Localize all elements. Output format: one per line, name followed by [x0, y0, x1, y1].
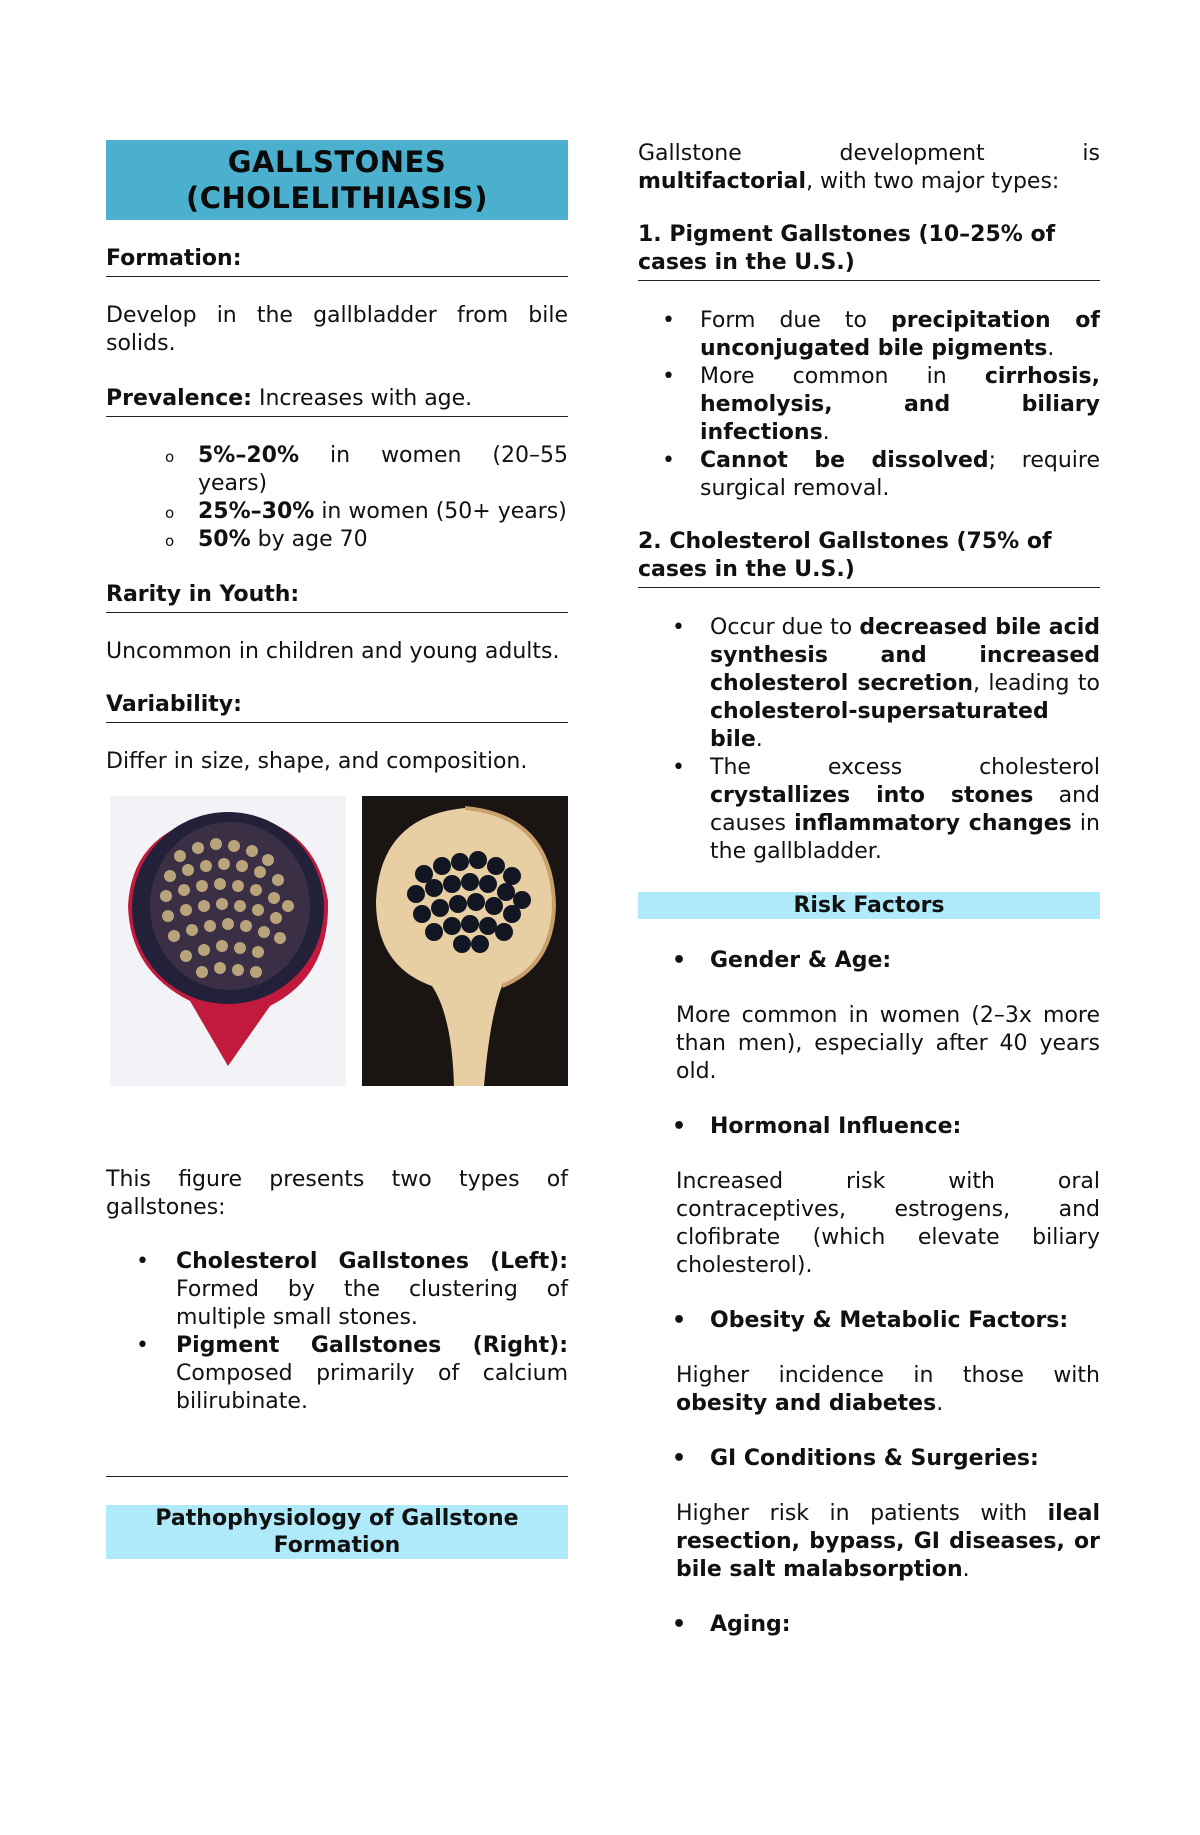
- text: ; require surgical removal.: [700, 448, 1100, 501]
- text: and causes: [710, 783, 1101, 836]
- list-item-text: in women (50+ years): [314, 499, 567, 524]
- bold-text: inflammatory changes: [794, 811, 1072, 836]
- variability-text: Differ in size, shape, and composition.: [106, 749, 528, 774]
- list-item-text: Composed primarily of calcium bilirubinate.: [176, 1361, 568, 1414]
- list-item-bold: Cholesterol Gallstones (Left):: [176, 1249, 568, 1274]
- figure-list: [106, 1248, 568, 1416]
- list-item: [638, 307, 1100, 363]
- obesity-heading: • Obesity & Metabolic Factors:: [638, 1307, 1100, 1335]
- bold-text: decreased bile acid synthesis and increased cholesterol secretion: [710, 615, 1100, 696]
- left-column: [106, 140, 568, 1559]
- formation-text: Develop in the gallbladder from bile solids.: [106, 303, 568, 356]
- risk-factors-band: Risk Factors: [638, 892, 1100, 919]
- text: .: [755, 727, 763, 752]
- list-item-text: by age 70: [250, 527, 368, 552]
- page-title: GALLSTONES (CHOLELITHIASIS): [106, 140, 568, 220]
- prevalence-heading: [106, 385, 568, 417]
- text: Higher incidence in those with: [676, 1363, 1100, 1388]
- bold-text: ileal resection, bypass, GI diseases, or bile salt malabsorption: [676, 1501, 1100, 1582]
- text: .: [1047, 336, 1055, 361]
- list-item-bold: 50%: [198, 527, 251, 552]
- list-item: [106, 442, 568, 498]
- pigment-gallstone-image: [362, 796, 568, 1086]
- gi-heading: • GI Conditions & Surgeries:: [638, 1445, 1100, 1473]
- prevalence-label: Prevalence:: [106, 386, 252, 411]
- text: The excess cholesterol: [710, 755, 1100, 780]
- text: Higher risk in patients with: [676, 1501, 1048, 1526]
- gi-text: [638, 1500, 1100, 1584]
- hormonal-heading: • Hormonal Influence:: [638, 1113, 1100, 1141]
- list-item-bold: 25%–30%: [198, 499, 315, 524]
- list-item: [638, 754, 1100, 866]
- list-item: [638, 614, 1100, 754]
- list-item-bold: 5%–20%: [198, 443, 300, 468]
- bold-text: Cannot be dissolved: [700, 448, 989, 473]
- text: .: [822, 420, 830, 445]
- variability-heading: Variability:: [106, 691, 568, 723]
- prevalence-list: [106, 442, 568, 554]
- list-item-text: in women (20–55 years): [198, 443, 568, 496]
- aging-heading: • Aging:: [638, 1611, 1100, 1639]
- gallstones-figure: [106, 796, 568, 1126]
- text: , leading to: [973, 671, 1100, 696]
- figure-caption: This figure presents two types of gallstones:: [106, 1167, 568, 1220]
- bold-text: crystallizes into stones: [710, 783, 1034, 808]
- intro-bold: multifactorial: [638, 169, 807, 194]
- text: in the gallbladder.: [710, 811, 1100, 864]
- pigment-list: [638, 307, 1100, 503]
- list-item-text: Formed by the clustering of multiple small stones.: [176, 1277, 568, 1330]
- list-item: [106, 1332, 568, 1416]
- hormonal-text: Increased risk with oral contraceptives, estrogens, and clofibrate (which elevate biliary cholesterol).: [676, 1169, 1100, 1278]
- cholesterol-list: [638, 614, 1100, 866]
- text: .: [936, 1391, 944, 1416]
- bold-text: cholesterol-supersaturated bile: [710, 699, 1049, 752]
- list-item: [638, 447, 1100, 503]
- bold-text: cirrhosis, hemolysis, and biliary infections: [700, 364, 1100, 445]
- list-item: [638, 363, 1100, 447]
- rarity-heading: Rarity in Youth:: [106, 581, 568, 613]
- gender-text: More common in women (2–3x more than men), especially after 40 years old.: [676, 1003, 1100, 1084]
- obesity-text: [638, 1362, 1100, 1418]
- list-item: [106, 1248, 568, 1332]
- bold-text: obesity and diabetes: [676, 1391, 937, 1416]
- formation-heading: Formation:: [106, 245, 568, 277]
- section-divider: [106, 1476, 568, 1477]
- intro-pre: Gallstone development is: [638, 141, 1100, 166]
- intro-text: [638, 140, 1100, 196]
- cholesterol-gallstone-image: [110, 796, 346, 1086]
- prevalence-text: Increases with age.: [251, 386, 473, 411]
- list-item: [106, 526, 568, 554]
- gender-heading: • Gender & Age:: [638, 947, 1100, 975]
- text: Occur due to: [710, 615, 860, 640]
- rarity-text: Uncommon in children and young adults.: [106, 639, 560, 664]
- pathophysiology-band: Pathophysiology of Gallstone Formation: [106, 1505, 568, 1559]
- intro-post: , with two major types:: [806, 169, 1060, 194]
- pigment-heading: 1. Pigment Gallstones (10–25% of cases in the U.S.): [638, 221, 1100, 281]
- text: More common in: [700, 364, 985, 389]
- list-item-bold: Pigment Gallstones (Right):: [176, 1333, 568, 1358]
- bold-text: precipitation of unconjugated bile pigments: [700, 308, 1100, 361]
- right-column: [638, 140, 1100, 1639]
- text: .: [962, 1557, 970, 1582]
- cholesterol-heading: 2. Cholesterol Gallstones (75% of cases in the U.S.): [638, 528, 1100, 588]
- text: Form due to: [700, 308, 892, 333]
- list-item: [106, 498, 568, 526]
